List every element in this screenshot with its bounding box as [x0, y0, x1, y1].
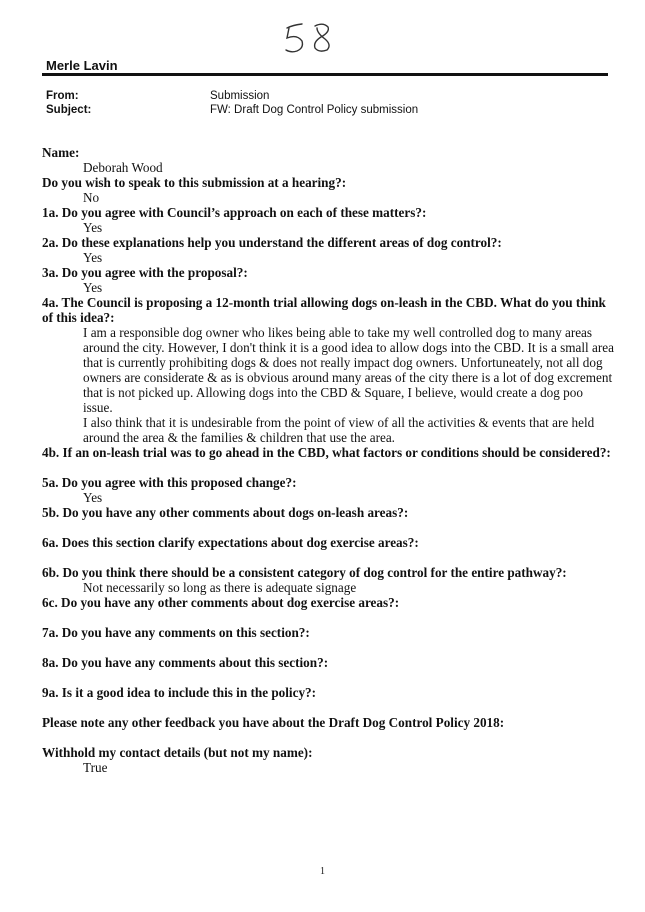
- answer-hearing: No: [83, 190, 100, 205]
- question-5b: 5b. Do you have any other comments about dogs on-leash areas?:: [42, 505, 409, 520]
- question-5a: 5a. Do you agree with this proposed change?:: [42, 475, 297, 490]
- answer-4a-line: around the area & the families & children that use the area.: [83, 430, 395, 445]
- name-label: Name:: [42, 145, 80, 160]
- answer-4a-line: that is currently prohibiting dogs & does not really impact dog owners. Unfortuneately, not all dog: [83, 355, 603, 370]
- answer-1a: Yes: [83, 220, 103, 235]
- question-6b: 6b. Do you think there should be a consistent category of dog control for the entire pathway?:: [42, 565, 567, 580]
- question-1a: 1a. Do you agree with Council’s approach on each of these matters?:: [42, 205, 427, 220]
- answer-4a-line: I am a responsible dog owner who likes being able to take my well controlled dog to many areas: [83, 325, 593, 340]
- answer-4a-line: that is not picked up. Allowing dogs into the CBD & Square, I believe, would create a dog poo issue.: [83, 385, 583, 415]
- answer-3a: Yes: [83, 280, 103, 295]
- question-3a: 3a. Do you agree with the proposal?:: [42, 265, 248, 280]
- answer-6b: Not necessarily so long as there is adequate signage: [83, 580, 357, 595]
- submission-form: [42, 145, 614, 775]
- answer-4a: [42, 325, 614, 445]
- answer-5a: Yes: [83, 490, 103, 505]
- question-6c: 6c. Do you have any other comments about dog exercise areas?:: [42, 595, 400, 610]
- subject-value: FW: Draft Dog Control Policy submission: [210, 104, 419, 116]
- question-withhold-details: Withhold my contact details (but not my name):: [42, 745, 313, 760]
- question-6a: 6a. Does this section clarify expectations about dog exercise areas?:: [42, 535, 419, 550]
- question-hearing: Do you wish to speak to this submission at a hearing?:: [42, 175, 347, 190]
- from-value: Submission: [210, 90, 270, 102]
- answer-2a: Yes: [83, 250, 103, 265]
- handwritten-page-number: [283, 20, 339, 56]
- answer-4a-line: around the city. However, I don't think it is a good idea to allow dogs into the CBD. It is a small area: [83, 340, 614, 355]
- answer-withhold-details: True: [83, 760, 108, 775]
- page-number: 1: [320, 866, 325, 877]
- question-7a: 7a. Do you have any comments on this section?:: [42, 625, 310, 640]
- answer-4a-line: owners are considerate & as is obvious around many areas of the city there is a lot of dog excrement: [83, 370, 613, 385]
- author-name: Merle Lavin: [46, 58, 118, 73]
- question-2a: 2a. Do these explanations help you understand the different areas of dog control?:: [42, 235, 502, 250]
- from-label: From:: [46, 90, 79, 102]
- question-4b: 4b. If an on-leash trial was to go ahead in the CBD, what factors or conditions should be considered?:: [42, 445, 611, 460]
- question-4a: 4a. The Council is proposing a 12-month trial allowing dogs on-leash in the CBD. What do you think of this idea?:: [42, 295, 606, 325]
- question-8a: 8a. Do you have any comments about this section?:: [42, 655, 329, 670]
- question-9a: 9a. Is it a good idea to include this in the policy?:: [42, 685, 317, 700]
- question-other-feedback: Please note any other feedback you have about the Draft Dog Control Policy 2018:: [42, 715, 505, 730]
- name-value: Deborah Wood: [83, 160, 163, 175]
- answer-4a-line: I also think that it is undesirable from the point of view of all the activities & events that are held: [83, 415, 595, 430]
- subject-label: Subject:: [46, 104, 92, 116]
- header-divider: [42, 73, 608, 76]
